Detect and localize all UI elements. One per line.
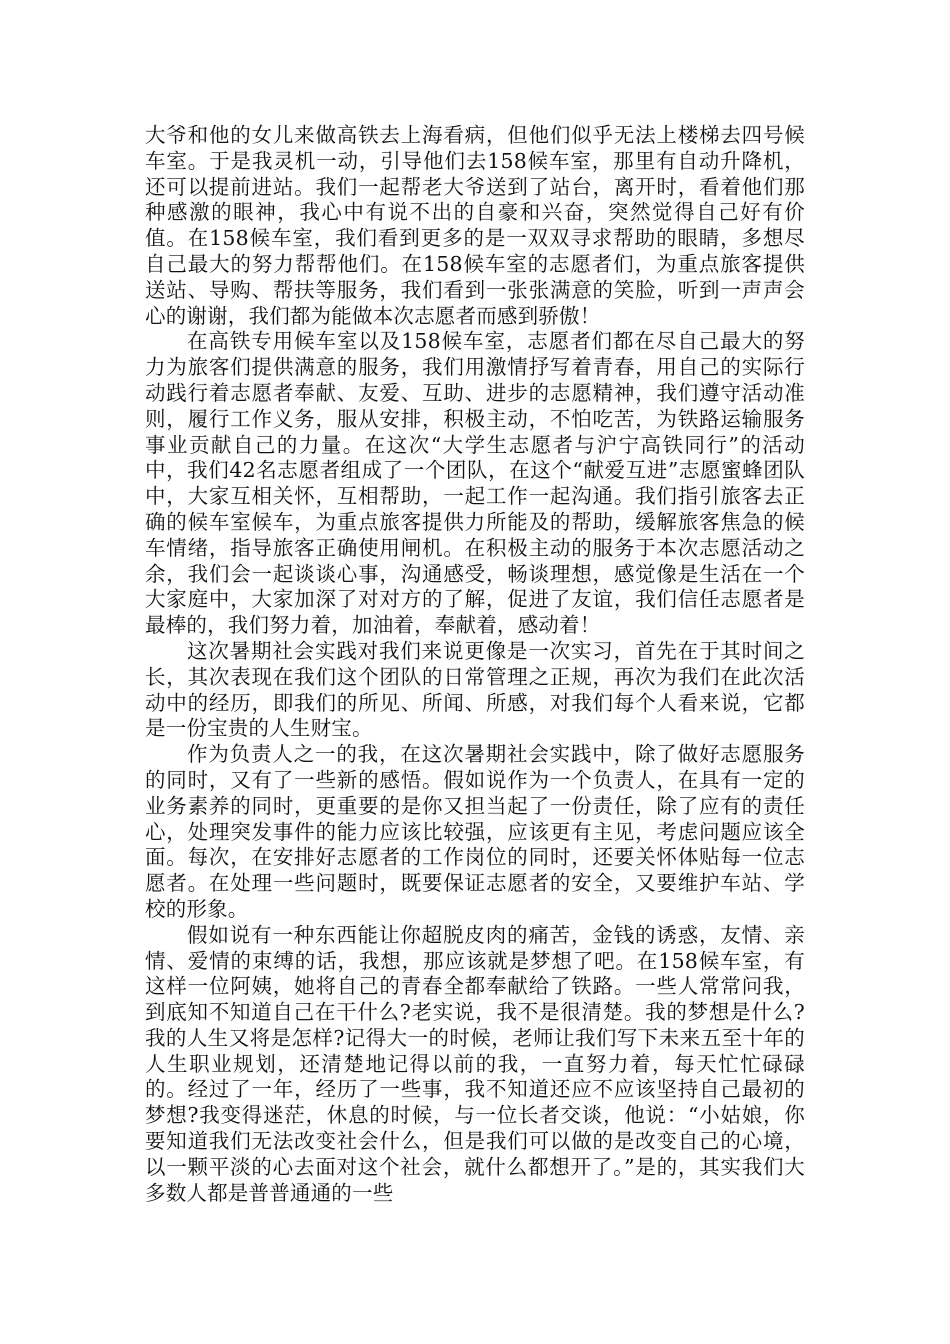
body-text	[145, 123, 805, 1206]
paragraph-4: 作为负责人之一的我，在这次暑期社会实践中，除了做好志愿服务的同时，又有了一些新的感悟。假如说作为一个负责人，在具有一定的业务素养的同时，更重要的是你又担当起了一份责任，除了应有的责任心，处理突发事件的能力应该比较强，应该更有主见，考虑问题应该全面。每次，在安排好志愿者的工作岗位的同时，还要关怀体贴每一位志愿者。在处理一些问题时，既要保证志愿者的安全，又要维护车站、学校的形象。	[145, 742, 805, 921]
paragraph-3: 这次暑期社会实践对我们来说更像是一次实习，首先在于其时间之长，其次表现在我们这个团队的日常管理之正规，再次为我们在此次活动中的经历，即我们的所见、所闻、所感，对我们每个人看来说，它都是一份宝贵的人生财宝。	[145, 638, 805, 741]
paragraph-5: 假如说有一种东西能让你超脱皮肉的痛苦，金钱的诱惑，友情、亲情、爱情的束缚的话，我想，那应该就是梦想了吧。在158候车室，有这样一位阿姨，她将自己的青春全都奉献给了铁路。一些人常常问我，到底知不知道自己在干什么?老实说，我不是很清楚。我的梦想是什么?我的人生又将是怎样?记得大一的时候，老师让我们写下未来五至十年的人生职业规划，还清楚地记得以前的我，一直努力着，每天忙忙碌碌的。经过了一年，经历了一些事，我不知道还应不应该坚持自己最初的梦想?我变得迷茫，休息的时候，与一位长者交谈，他说：“小姑娘，你要知道我们无法改变社会什么，但是我们可以做的是改变自己的心境，以一颗平淡的心去面对这个社会，就什么都想开了。”是的，其实我们大多数人都是普普通通的一些	[145, 922, 805, 1205]
paragraph-1: 大爷和他的女儿来做高铁去上海看病，但他们似乎无法上楼梯去四号候车室。于是我灵机一动，引导他们去158候车室，那里有自动升降机，还可以提前进站。我们一起帮老大爷送到了站台，离开时，看着他们那种感激的眼神，我心中有说不出的自豪和兴奋，突然觉得自己好有价值。在158候车室，我们看到更多的是一双双寻求帮助的眼睛，多想尽自己最大的努力帮帮他们。在158候车室的志愿者们，为重点旅客提供送站、导购、帮扶等服务，我们看到一张张满意的笑脸，听到一声声会心的谢谢，我们都为能做本次志愿者而感到骄傲！	[145, 123, 805, 328]
paragraph-2: 在高铁专用候车室以及158候车室，志愿者们都在尽自己最大的努力为旅客们提供满意的服务，我们用激情抒写着青春，用自己的实际行动践行着志愿者奉献、友爱、互助、进步的志愿精神，我们遵守活动准则，履行工作义务，服从安排，积极主动，不怕吃苦，为铁路运输服务事业贡献自己的力量。在这次“大学生志愿者与沪宁高铁同行”的活动中，我们42名志愿者组成了一个团队，在这个“献爱互进”志愿蜜蜂团队中，大家互相关怀，互相帮助，一起工作一起沟通。我们指引旅客去正确的候车室候车，为重点旅客提供力所能及的帮助，缓解旅客焦急的候车情绪，指导旅客正确使用闸机。在积极主动的服务于本次志愿活动之余，我们会一起谈谈心事，沟通感受，畅谈理想，感觉像是生活在一个大家庭中，大家加深了对对方的了解，促进了友谊，我们信任志愿者是最棒的，我们努力着，加油着，奉献着，感动着！	[145, 329, 805, 638]
